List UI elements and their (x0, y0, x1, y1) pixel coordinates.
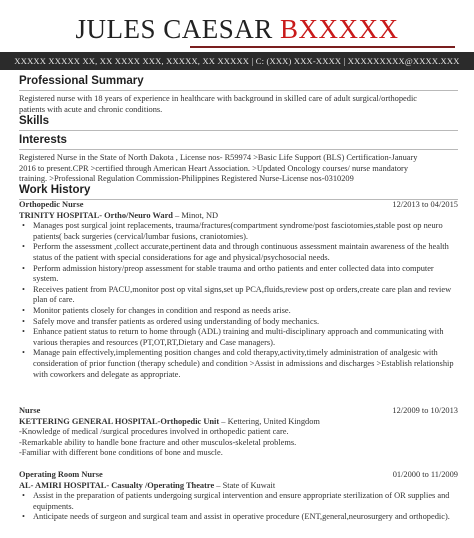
duty-item: • Manage pain effectively,implementing position changes and cold therapy,activity,timely administration of analgesic with consideration of prior function (therapy schedule) and condition >Assist in admissions and discharges >Establish relationship with coworkers and delegate as appropriate. (31, 348, 458, 380)
employer-location: – State of Kuwait (214, 480, 276, 490)
duties-list (19, 491, 458, 523)
duty-item: • Manages post surgical joint replacements, trauma/fractures(compartment syndrome/post fasciotomies,stable post op neuro patients( back surgeries (cervical/lumbar fusions, craniotomies). (31, 221, 458, 242)
job-dates: 12/2009 to 10/2013 (392, 406, 458, 415)
interests-section (19, 134, 458, 185)
interests-heading: Interests (19, 134, 458, 150)
job-entry-operating-room-nurse (19, 470, 458, 523)
interests-text (19, 153, 458, 185)
employer-name: KETTERING GENERAL HOSPITAL-Orthopedic Unit (19, 416, 220, 426)
duty-item: • Safely move and transfer patients as ordered using understanding of body mechanics. (31, 317, 458, 328)
duty-item: • Monitor patients closely for changes in condition and respond as needs arise. (31, 306, 458, 317)
duty-item: • Perform admission history/preop assessment for stable trauma and ortho patients and enter collected data into computer system. (31, 264, 458, 285)
job-title: Operating Room Nurse (19, 470, 103, 479)
duty-item: • Anticipate needs of surgeon and surgical team and assist in operative procedure (ENT,general,neurosurgery and orthopedic). (31, 512, 458, 523)
job-dates: 12/2013 to 04/2015 (392, 200, 458, 209)
name-underline (190, 46, 455, 48)
duties-list (19, 221, 458, 380)
employer-name: AL- AMIRI HOSPITAL- Casualty /Operating Theatre (19, 480, 215, 490)
duty-line: -Familiar with different bone conditions of bone and muscle. (19, 448, 223, 458)
duty-line: -Remarkable ability to handle bone fracture and other musculos-skeletal problems. (19, 437, 297, 447)
job-title: Nurse (19, 406, 41, 415)
last-name: BXXXXX (280, 14, 399, 44)
employer-location: – Minot, ND (172, 210, 219, 220)
employer-line (19, 481, 458, 492)
job-dates: 01/2000 to 11/2009 (392, 470, 458, 479)
duty-item: • Assist in the preparation of patients undergoing surgical intervention and ensure appropriate sterilization of OR supplies and equipments. (31, 491, 458, 512)
summary-line: Registered nurse with 18 years of experience in healthcare with background in skilled care of adult surgical/orthopedic (19, 94, 417, 103)
employer-line (19, 211, 458, 222)
first-name: JULES CAESAR (75, 14, 273, 44)
duty-item: • Perform the assessment ,collect accurate,pertinent data and through continuous assessment maintain awareness of the health status of the patient with special considerations for age and physical/psychosocial needs. (31, 242, 458, 263)
employer-name: TRINITY HOSPITAL- Ortho/Neuro Ward (19, 210, 173, 220)
contact-bar: XXXXX XXXXX XX, XX XXXX XXX, XXXXX, XX XXXXX | C: (XXX) XXX-XXXX | XXXXXXXXX@XXXX.XXX (0, 52, 474, 70)
summary-heading: Professional Summary (19, 75, 458, 91)
interests-line: Registered Nurse in the State of North Dakota , License nos- R59974 >Basic Life Support (BLS) Certification-January (19, 153, 418, 162)
duty-item: • Receives patient from PACU,monitor post op vital signs,set up PCA,fluids,review post op orders,create care plan and review plan of care. (31, 285, 458, 306)
work-history-heading: Work History (19, 184, 458, 200)
skills-section (19, 115, 458, 131)
duty-line: -Knowledge of medical /surgical procedures involved in orthopedic patient care. (19, 427, 289, 437)
duty-item: • Enhance patient status to return to home through (ADL) training and multi-disciplinary approach and communicating with various therapies and resources (PT,OT,RT,Dietary and Case managers). (31, 327, 458, 348)
job-entry-orthopedic-nurse (19, 200, 458, 380)
job-entry-nurse (19, 406, 458, 459)
interests-line: 2016 to present.CPR >certified through American Heart Association. >Updated Oncology courses/ nurse mandatory (19, 163, 409, 173)
duties-text (19, 427, 458, 459)
summary-text (19, 94, 458, 115)
interests-line: training. >Professional Regulation Commission-Philippines Registered Nurse-License nos-0310209 (19, 174, 354, 184)
work-history-section (19, 184, 458, 200)
candidate-name (0, 14, 474, 44)
employer-location: – Kettering, United Kingdom (219, 416, 320, 426)
skills-heading: Skills (19, 115, 458, 131)
employer-line (19, 417, 458, 428)
summary-line: patients with acute and chronic conditions. (19, 104, 163, 114)
summary-section (19, 75, 458, 115)
job-title: Orthopedic Nurse (19, 200, 84, 209)
